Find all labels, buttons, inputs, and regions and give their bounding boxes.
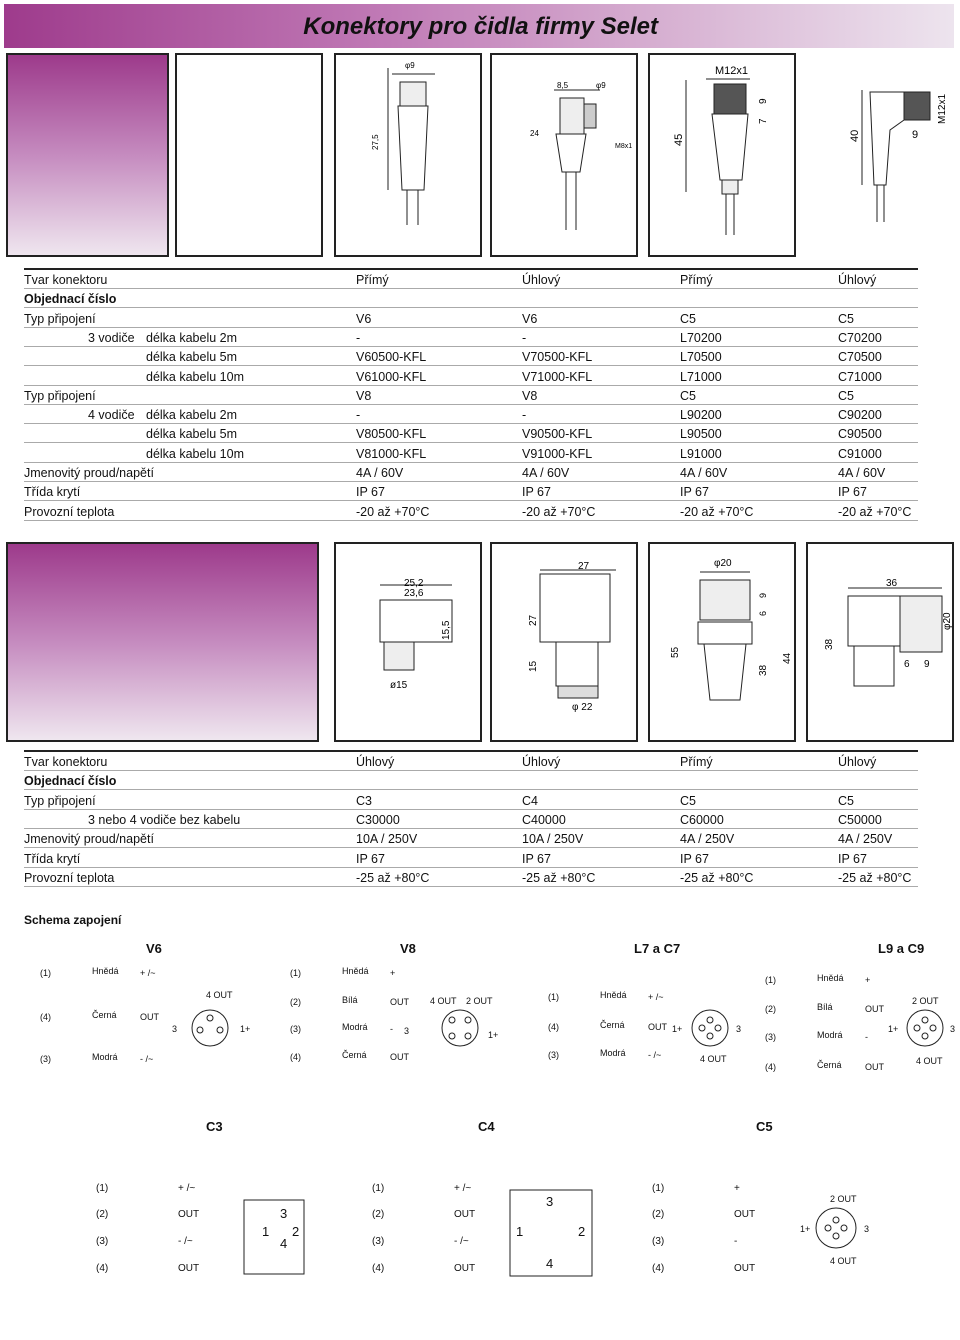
table-cell: C90500 xyxy=(838,427,882,442)
pin-label: 4 OUT xyxy=(830,1256,857,1266)
table-cell: C60000 xyxy=(680,812,724,827)
svg-text:24: 24 xyxy=(530,129,539,138)
table-cell: - xyxy=(522,408,527,423)
row-label: Jmenovitý proud/napětí xyxy=(24,832,154,847)
table-cell: V6 xyxy=(356,311,372,326)
row-label: Třída krytí xyxy=(24,485,81,500)
row-label: Provozní teplota xyxy=(24,504,115,519)
pin-label: 1+ xyxy=(488,1030,499,1040)
schema-header-c5: C5 xyxy=(756,1119,773,1134)
wire-pin-number: (4) xyxy=(765,1062,776,1072)
pin-label: 4 OUT xyxy=(700,1054,727,1064)
table-cell: C70200 xyxy=(838,330,882,345)
terminal-number: (1) xyxy=(96,1183,109,1194)
table-cell: C5 xyxy=(838,793,854,808)
svg-text:45: 45 xyxy=(673,133,685,146)
page-title: Konektory pro čidla firmy Selet xyxy=(303,13,658,40)
wire-signal-label: - /~ xyxy=(140,1054,154,1064)
wire-pin-number: (3) xyxy=(290,1024,301,1034)
pin-label: 1+ xyxy=(240,1024,251,1034)
svg-text:φ 22: φ 22 xyxy=(572,702,593,713)
pin-label: 2 xyxy=(578,1224,586,1239)
table-cell: -25 až +80°C xyxy=(680,870,754,885)
row-label: Typ připojení xyxy=(24,388,96,403)
terminal-number: (1) xyxy=(652,1183,665,1194)
schema-header-v6: V6 xyxy=(146,941,162,956)
table-cell: Úhlový xyxy=(838,273,877,287)
terminal-signal: OUT xyxy=(454,1209,476,1220)
svg-text:55: 55 xyxy=(670,646,681,658)
terminal-number: (2) xyxy=(96,1209,109,1220)
terminal-signal: OUT xyxy=(734,1209,756,1220)
wire-pin-number: (2) xyxy=(765,1004,776,1014)
wire-pin-number: (4) xyxy=(290,1052,301,1062)
row-label: 4 vodiče xyxy=(88,408,135,423)
svg-text:23,6: 23,6 xyxy=(404,588,424,599)
table-cell: -20 až +70°C xyxy=(522,504,596,519)
wire-signal-label: OUT xyxy=(390,997,409,1007)
svg-text:6: 6 xyxy=(758,610,768,616)
svg-text:9: 9 xyxy=(758,592,768,598)
table-cell: 4A / 250V xyxy=(680,832,735,847)
table-cell: 4A / 60V xyxy=(356,466,404,480)
wire-color-label: Modrá xyxy=(817,1030,843,1040)
row-sublabel: délka kabelu 2m xyxy=(146,330,238,345)
table-cell: -25 až +80°C xyxy=(356,870,430,885)
row-label: Typ připojení xyxy=(24,311,96,326)
wire-signal-label: + /~ xyxy=(140,968,156,978)
terminal-signal: OUT xyxy=(178,1263,200,1274)
table-cell: C40000 xyxy=(522,812,566,827)
svg-text:M12x1: M12x1 xyxy=(715,65,749,77)
table-cell: IP 67 xyxy=(356,485,385,500)
table-cell: V6 xyxy=(522,311,538,326)
table-cell: C5 xyxy=(838,311,854,326)
pin-label: 3 xyxy=(864,1224,870,1234)
pin-label: 4 OUT xyxy=(916,1056,943,1066)
terminal-number: (4) xyxy=(372,1263,385,1274)
wire-signal-label: OUT xyxy=(390,1052,409,1062)
svg-text:φ9: φ9 xyxy=(596,81,606,90)
table-cell: IP 67 xyxy=(838,851,867,866)
table-cell: IP 67 xyxy=(522,485,551,500)
svg-text:φ9: φ9 xyxy=(405,61,415,70)
terminal-number: (2) xyxy=(372,1209,385,1220)
svg-text:25,2: 25,2 xyxy=(404,578,424,589)
table-cell: Úhlový xyxy=(522,755,561,769)
table-cell: IP 67 xyxy=(680,851,709,866)
svg-text:15: 15 xyxy=(528,660,539,672)
table-cell: IP 67 xyxy=(838,485,867,500)
row-label: Tvar konektoru xyxy=(24,273,108,287)
svg-text:44: 44 xyxy=(782,652,793,664)
table-cell: V60500-KFL xyxy=(356,350,427,365)
row-label: 3 vodiče xyxy=(88,330,135,345)
row-sublabel: délka kabelu 5m xyxy=(146,350,238,365)
table-cell: L70200 xyxy=(680,330,722,345)
wire-color-label: Černá xyxy=(817,1060,842,1070)
wire-color-label: Černá xyxy=(600,1020,625,1030)
row-sublabel: délka kabelu 10m xyxy=(146,446,244,461)
terminal-number: (4) xyxy=(652,1263,665,1274)
svg-text:φ20: φ20 xyxy=(714,558,732,569)
svg-text:38: 38 xyxy=(824,638,835,650)
table-cell: - xyxy=(356,330,361,345)
wire-color-label: Černá xyxy=(92,1010,117,1020)
schema-header-v8: V8 xyxy=(400,941,416,956)
row-label: Objednací číslo xyxy=(24,292,117,307)
table-cell: -20 až +70°C xyxy=(680,504,754,519)
pin-label: 2 OUT xyxy=(912,996,939,1006)
pin-label: 1 xyxy=(262,1224,270,1239)
pin-label: 3 xyxy=(280,1206,288,1221)
pin-label: 3 xyxy=(736,1024,742,1034)
table-cell: IP 67 xyxy=(522,851,551,866)
wire-signal-label: OUT xyxy=(865,1004,884,1014)
row-label: Třída krytí xyxy=(24,851,81,866)
pin-label: 1+ xyxy=(672,1024,683,1034)
wire-color-label: Modrá xyxy=(342,1022,368,1032)
svg-text:15,5: 15,5 xyxy=(441,620,452,640)
terminal-number: (3) xyxy=(372,1236,385,1247)
terminal-signal: + /~ xyxy=(178,1183,196,1194)
wire-color-label: Hnědá xyxy=(600,990,627,1000)
wire-signal-label: OUT xyxy=(140,1012,159,1022)
row-sublabel: délka kabelu 2m xyxy=(146,408,238,423)
svg-text:27,5: 27,5 xyxy=(371,134,380,150)
table-cell: -20 až +70°C xyxy=(356,504,430,519)
svg-text:M12x1: M12x1 xyxy=(937,93,948,124)
svg-text:9: 9 xyxy=(912,129,919,141)
svg-text:40: 40 xyxy=(849,129,861,142)
table-cell: V90500-KFL xyxy=(522,427,593,442)
pin-label: 3 xyxy=(950,1024,956,1034)
table-cell: Úhlový xyxy=(522,273,561,287)
wire-color-label: Hnědá xyxy=(92,966,119,976)
table-cell: 10A / 250V xyxy=(356,832,418,847)
table-cell: L71000 xyxy=(680,369,722,384)
table-cell: L90200 xyxy=(680,408,722,423)
terminal-signal: + xyxy=(734,1183,740,1194)
table-cell: C30000 xyxy=(356,812,400,827)
schema-header-c4: C4 xyxy=(478,1119,495,1134)
table-cell: C5 xyxy=(680,388,696,403)
pin-label: 4 OUT xyxy=(430,996,457,1006)
schema-title: Schema zapojení xyxy=(24,913,122,927)
table-cell: - xyxy=(522,330,527,345)
row-sublabel: délka kabelu 10m xyxy=(146,369,244,384)
table-cell: C71000 xyxy=(838,369,882,384)
table-cell: Úhlový xyxy=(356,755,395,769)
table-cell: -25 až +80°C xyxy=(522,870,596,885)
row-label: Tvar konektoru xyxy=(24,755,108,769)
wire-pin-number: (4) xyxy=(548,1022,559,1032)
wire-signal-label: OUT xyxy=(865,1062,884,1072)
table-cell: Úhlový xyxy=(838,755,877,769)
wire-color-label: Modrá xyxy=(92,1052,118,1062)
wire-signal-label: + xyxy=(390,968,396,978)
terminal-signal: - xyxy=(734,1236,738,1247)
terminal-signal: - /~ xyxy=(178,1236,193,1247)
wire-pin-number: (4) xyxy=(40,1012,51,1022)
wire-signal-label: - /~ xyxy=(648,1050,662,1060)
terminal-signal: OUT xyxy=(734,1263,756,1274)
table-cell: -25 až +80°C xyxy=(838,870,912,885)
svg-text:6: 6 xyxy=(904,659,910,670)
table-cell: C70500 xyxy=(838,350,882,365)
wire-signal-label: OUT xyxy=(648,1022,667,1032)
row-label: 3 nebo 4 vodiče bez kabelu xyxy=(88,812,241,827)
table-cell: L90500 xyxy=(680,427,722,442)
table-cell: 4A / 60V xyxy=(522,466,570,480)
row-label: Provozní teplota xyxy=(24,870,115,885)
wire-color-label: Černá xyxy=(342,1050,367,1060)
wire-color-label: Bílá xyxy=(342,995,358,1005)
table-cell: 4A / 60V xyxy=(680,466,728,480)
pin-label: 3 xyxy=(546,1194,554,1209)
pin-label: 1+ xyxy=(888,1024,899,1034)
wire-signal-label: + /~ xyxy=(648,992,664,1002)
terminal-signal: + /~ xyxy=(454,1183,472,1194)
terminal-number: (3) xyxy=(652,1236,665,1247)
terminal-number: (2) xyxy=(652,1209,665,1220)
table-cell: C90200 xyxy=(838,408,882,423)
svg-text:27: 27 xyxy=(528,614,539,626)
wire-pin-number: (1) xyxy=(765,975,776,985)
wire-signal-label: - xyxy=(865,1032,868,1042)
table-cell: 4A / 250V xyxy=(838,832,893,847)
pin-label: 1 xyxy=(516,1224,524,1239)
table-cell: C4 xyxy=(522,793,538,808)
terminal-number: (3) xyxy=(96,1236,109,1247)
table-cell: V71000-KFL xyxy=(522,369,593,384)
svg-text:7: 7 xyxy=(758,118,769,124)
table-cell: 10A / 250V xyxy=(522,832,584,847)
wire-signal-label: - xyxy=(390,1024,393,1034)
table-cell: 4A / 60V xyxy=(838,466,886,480)
wire-pin-number: (3) xyxy=(40,1054,51,1064)
row-label: Jmenovitý proud/napětí xyxy=(24,466,154,480)
table-cell: L91000 xyxy=(680,446,722,461)
row-sublabel: délka kabelu 5m xyxy=(146,427,238,442)
row-label: Objednací číslo xyxy=(24,774,117,789)
row-label: Typ připojení xyxy=(24,793,96,808)
wire-pin-number: (1) xyxy=(40,968,51,978)
schema-header-l9c9: L9 a C9 xyxy=(878,941,925,956)
table-cell: C5 xyxy=(680,793,696,808)
svg-text:36: 36 xyxy=(886,578,898,589)
pin-label: 4 xyxy=(546,1256,554,1271)
pin-label: 3 xyxy=(172,1024,178,1034)
pin-label: 4 OUT xyxy=(206,990,233,1000)
wire-color-label: Bílá xyxy=(817,1002,833,1012)
schema-header-l7c7: L7 a C7 xyxy=(634,941,681,956)
svg-text:38: 38 xyxy=(758,664,769,676)
wire-color-label: Hnědá xyxy=(342,966,369,976)
wire-pin-number: (1) xyxy=(548,992,559,1002)
wire-pin-number: (3) xyxy=(765,1032,776,1042)
pin-label: 2 xyxy=(292,1224,300,1239)
table-cell: C50000 xyxy=(838,812,882,827)
table-cell: V91000-KFL xyxy=(522,446,593,461)
table-cell: C5 xyxy=(838,388,854,403)
wire-pin-number: (2) xyxy=(290,997,301,1007)
table-cell: C3 xyxy=(356,793,372,808)
table-cell: IP 67 xyxy=(356,851,385,866)
table-cell: IP 67 xyxy=(680,485,709,500)
wire-color-label: Hnědá xyxy=(817,973,844,983)
pin-label: 3 xyxy=(404,1026,410,1036)
wire-pin-number: (3) xyxy=(548,1050,559,1060)
svg-text:ø15: ø15 xyxy=(390,680,408,691)
terminal-signal: - /~ xyxy=(454,1236,469,1247)
table-cell: L70500 xyxy=(680,350,722,365)
terminal-number: (1) xyxy=(372,1183,385,1194)
svg-text:9: 9 xyxy=(758,98,769,104)
table-cell: V81000-KFL xyxy=(356,446,427,461)
terminal-number: (4) xyxy=(96,1263,109,1274)
wire-signal-label: + xyxy=(865,975,871,985)
table-cell: Přímý xyxy=(680,273,713,287)
svg-text:M8x1: M8x1 xyxy=(615,143,633,150)
wire-color-label: Modrá xyxy=(600,1048,626,1058)
table-cell: V61000-KFL xyxy=(356,369,427,384)
pin-label: 1+ xyxy=(800,1224,811,1234)
terminal-signal: OUT xyxy=(178,1209,200,1220)
svg-text:9: 9 xyxy=(924,659,930,670)
table-cell: C5 xyxy=(680,311,696,326)
table-cell: Přímý xyxy=(356,273,389,287)
table-cell: Přímý xyxy=(680,755,713,769)
svg-text:φ20: φ20 xyxy=(942,612,953,630)
svg-text:8,5: 8,5 xyxy=(557,81,569,90)
table-cell: V80500-KFL xyxy=(356,427,427,442)
table-cell: -20 až +70°C xyxy=(838,504,912,519)
pin-label: 2 OUT xyxy=(466,996,493,1006)
wire-pin-number: (1) xyxy=(290,968,301,978)
table-cell: C91000 xyxy=(838,446,882,461)
pin-label: 2 OUT xyxy=(830,1194,857,1204)
table-cell: - xyxy=(356,408,361,423)
table-cell: V70500-KFL xyxy=(522,350,593,365)
table-cell: V8 xyxy=(522,388,538,403)
table-cell: V8 xyxy=(356,388,372,403)
terminal-signal: OUT xyxy=(454,1263,476,1274)
svg-text:27: 27 xyxy=(578,561,590,572)
pin-label: 4 xyxy=(280,1236,288,1251)
schema-header-c3: C3 xyxy=(206,1119,223,1134)
